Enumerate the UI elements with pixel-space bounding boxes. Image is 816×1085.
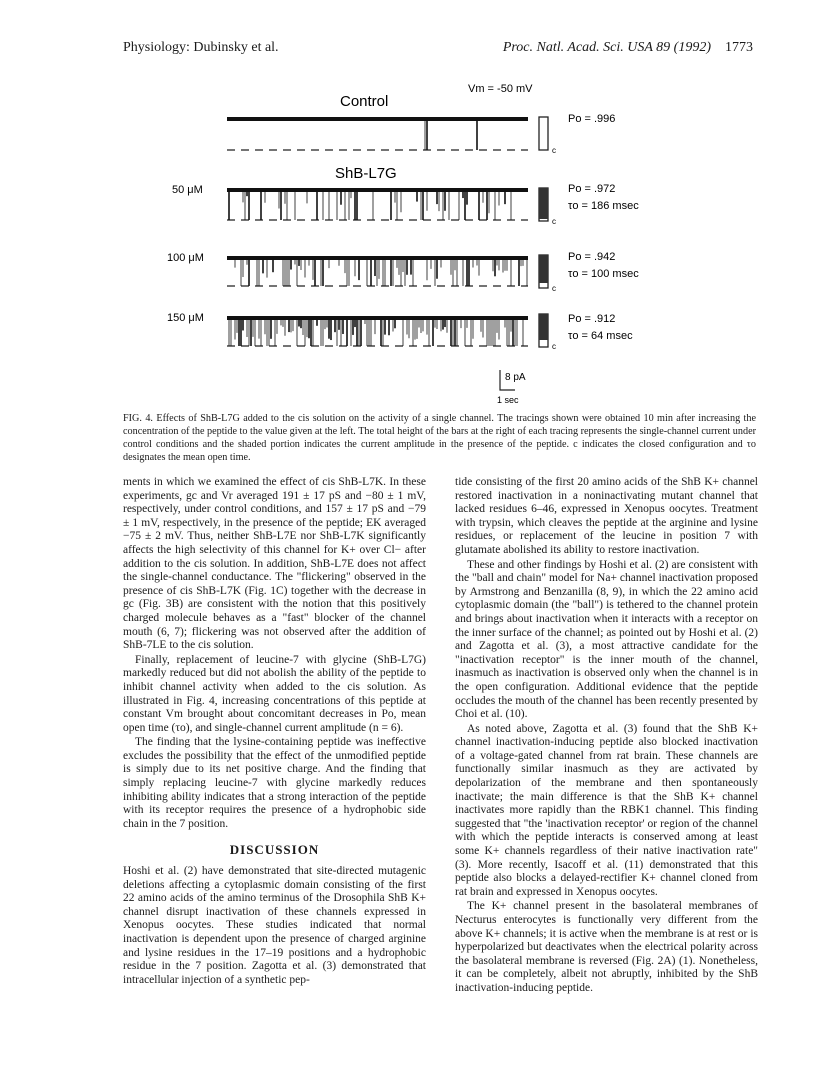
paragraph: These and other findings by Hoshi et al. (2) are consistent with the "ball and chain" model for Na+ channel inactivation proposed by Armstrong and Benzanilla (8, 9), in which the 22 amino acid cytoplasmic domain (the "ball") is tethered to the channel protein and brings about inactivation when it interacts with a receptor on the inner surface of the channel; as pointed out by Hoshi et al. (2) and Zagotta et al. (3), a most attractive candidate for the "inactivation receptor" is the inner mouth of the channel, inasmuch as inactivation is observed only when the channel is in the open configuration. Additional evidence that the peptide occludes the mouth of the channel has been recently presented by Choi et al. (10). <box>455 558 758 721</box>
po-150uM: Po = .912 <box>568 313 616 325</box>
po-100uM: Po = .942 <box>568 251 616 263</box>
tau-50uM: τo = 186 msec <box>568 200 639 212</box>
paragraph: As noted above, Zagotta et al. (3) found that the ShB K+ channel inactivation-inducing peptide also blocked inactivation of a voltage-gated channel from rat brain. These channels are functionally similar inasmuch as they are activated by depolarization of the membrane and then spontaneously inactivate; the main difference is that the ShB K+ channel inactivates more rapidly than the RBK1 channel. This finding suggested that "the 'inactivation receptor' or region of the channel with which the peptide interacts is conserved among at least some K+ channels regardless of their native inactivation rate" (3). More recently, Isacoff et al. (11) demonstrated that this peptide also blocks a delayed-rectifier K+ channel cloned from rat brain and expressed in Xenopus oocytes. <box>455 722 758 898</box>
paragraph: Finally, replacement of leucine-7 with glycine (ShB-L7G) markedly reduced but did not abolish the ability of the peptide to inhibit channel activity when added to the cis solution. As illustrated in Fig. 4, increasing concentrations of this peptide at constant Vm brought about concomitant decreases in Po, mean open time (τo), and single-channel current amplitude (n = 6). <box>123 653 426 734</box>
svg-text:c: c <box>552 217 556 226</box>
trace-150uM <box>167 312 633 351</box>
paragraph: The K+ channel present in the basolateral membranes of Necturus enterocytes is functionally very different from the above K+ channels; it is active when the membrane is at rest or is hyperpolarized but deactivates when the electrical polarity across the basolateral membrane is reversed (Fig. 2A) (1). Nonetheless, it can be completely, albeit not abruptly, inhibited by the ShB inactivation-inducing peptide. <box>455 900 758 994</box>
left-column <box>123 476 426 987</box>
conc-100uM: 100 μM <box>167 252 204 264</box>
right-column <box>455 476 758 996</box>
closed-bar-150uM <box>539 314 556 351</box>
running-header-right <box>503 40 753 56</box>
running-header-left: Physiology: Dubinsky et al. <box>123 40 279 55</box>
po-control: Po = .996 <box>568 113 616 125</box>
scale-time: 1 sec <box>497 395 519 405</box>
scale-current: 8 pA <box>505 372 526 383</box>
conc-150uM: 150 μM <box>167 312 204 324</box>
paragraph: ments in which we examined the effect of cis ShB-L7K. In these experiments, gc and Vr averaged 191 ± 17 pS and −80 ± 1 mV, respectively, under control conditions, and 157 ± 17 pS and −79 ± 1 mV, respectively, in the presence of the peptide; EK averaged −75 ± 2 mV. Thus, neither ShB-L7E nor ShB-L7K significantly affects the high selectivity of this channel for K+ over Cl− after addition to the cis solution. In addition, ShB-L7E does not affect the single-channel conductance. The "flickering" observed in the presence of cis ShB-L7K (Fig. 1C) together with the decrease in gc (Fig. 3B) are consistent with the notion that this positively charged molecule behaves as a "fast" blocker of the channel mouth (6, 7); flickering was not observed after the addition of ShB-7LE to the cis solution. <box>123 476 426 652</box>
svg-text:c: c <box>552 342 556 351</box>
trace-line-50uM <box>227 188 528 220</box>
trace-control <box>227 113 615 155</box>
figure-caption: FIG. 4. Effects of ShB-L7G added to the cis solution on the activity of a single channel. The tracings shown were obtained 10 min after increasing the concentration of the peptide to the value given at the left. The total height of the bars at the right of each tracing represents the single-channel current under control conditions and the shaded portion indicates the current amplitude in the presence of the peptide. c indicates the closed configuration and τo designates the mean open time. <box>123 413 756 463</box>
trace-100uM <box>167 251 639 293</box>
trace-line-100uM <box>227 256 528 286</box>
svg-text:c: c <box>552 146 556 155</box>
vm-label: Vm = -50 mV <box>468 83 533 95</box>
trace-50uM <box>172 183 639 226</box>
tau-100uM: τo = 100 msec <box>568 268 639 280</box>
section-title-discussion: DISCUSSION <box>229 842 320 858</box>
peptide-label: ShB-L7G <box>335 165 397 182</box>
po-50uM: Po = .972 <box>568 183 616 195</box>
trace-line-150uM <box>227 316 528 346</box>
journal-citation: Proc. Natl. Acad. Sci. USA 89 (1992) <box>502 40 711 55</box>
closed-bar-control <box>539 117 556 155</box>
paragraph: Hoshi et al. (2) have demonstrated that site-directed mutagenic deletions affecting a cytoplasmic domain consisting of the first 22 amino acids of the amino terminus of the Drosophila ShB K+ channel disrupt inactivation of these channels expressed in Xenopus oocytes. These studies indicated that normal inactivation is dependent upon the presence of charged arginine and lysine residues in the 17–19 positions and a hydrophobic residue in the 7 position. Zagotta et al. (3) demonstrated that intracellular injection of a synthetic pep- <box>123 865 426 986</box>
page-number: 1773 <box>725 40 753 55</box>
paragraph: tide consisting of the first 20 amino acids of the ShB K+ channel restored inactivation in a noninactivating mutant channel that lacked residues 6–46, expressed in Xenopus oocytes. Treatment with trypsin, which cleaves the peptide at the arginine and lysine residues, or replacement of the leucine in position 7 with glutamate abolished its ability to restore inactivation. <box>455 476 758 556</box>
paragraph: The finding that the lysine-containing peptide was ineffective excludes the possibility that the effect of the unmodified peptide is simply due to its net positive charge. And the finding that simply replacing leucine-7 with glycine markedly reduces inhibiting ability indicates that a strong interaction of the peptide with its receptor requires the presence of a hydrophobic side chain in the 7 position. <box>123 736 426 830</box>
figure-4 <box>0 70 816 405</box>
control-label: Control <box>340 93 389 110</box>
tau-150uM: τo = 64 msec <box>568 330 633 342</box>
closed-bar-50uM <box>539 188 556 226</box>
scale-bar <box>497 370 526 405</box>
conc-50uM: 50 μM <box>172 184 203 196</box>
trace-line-control <box>227 117 528 150</box>
svg-text:c: c <box>552 284 556 293</box>
closed-bar-100uM <box>539 255 556 293</box>
